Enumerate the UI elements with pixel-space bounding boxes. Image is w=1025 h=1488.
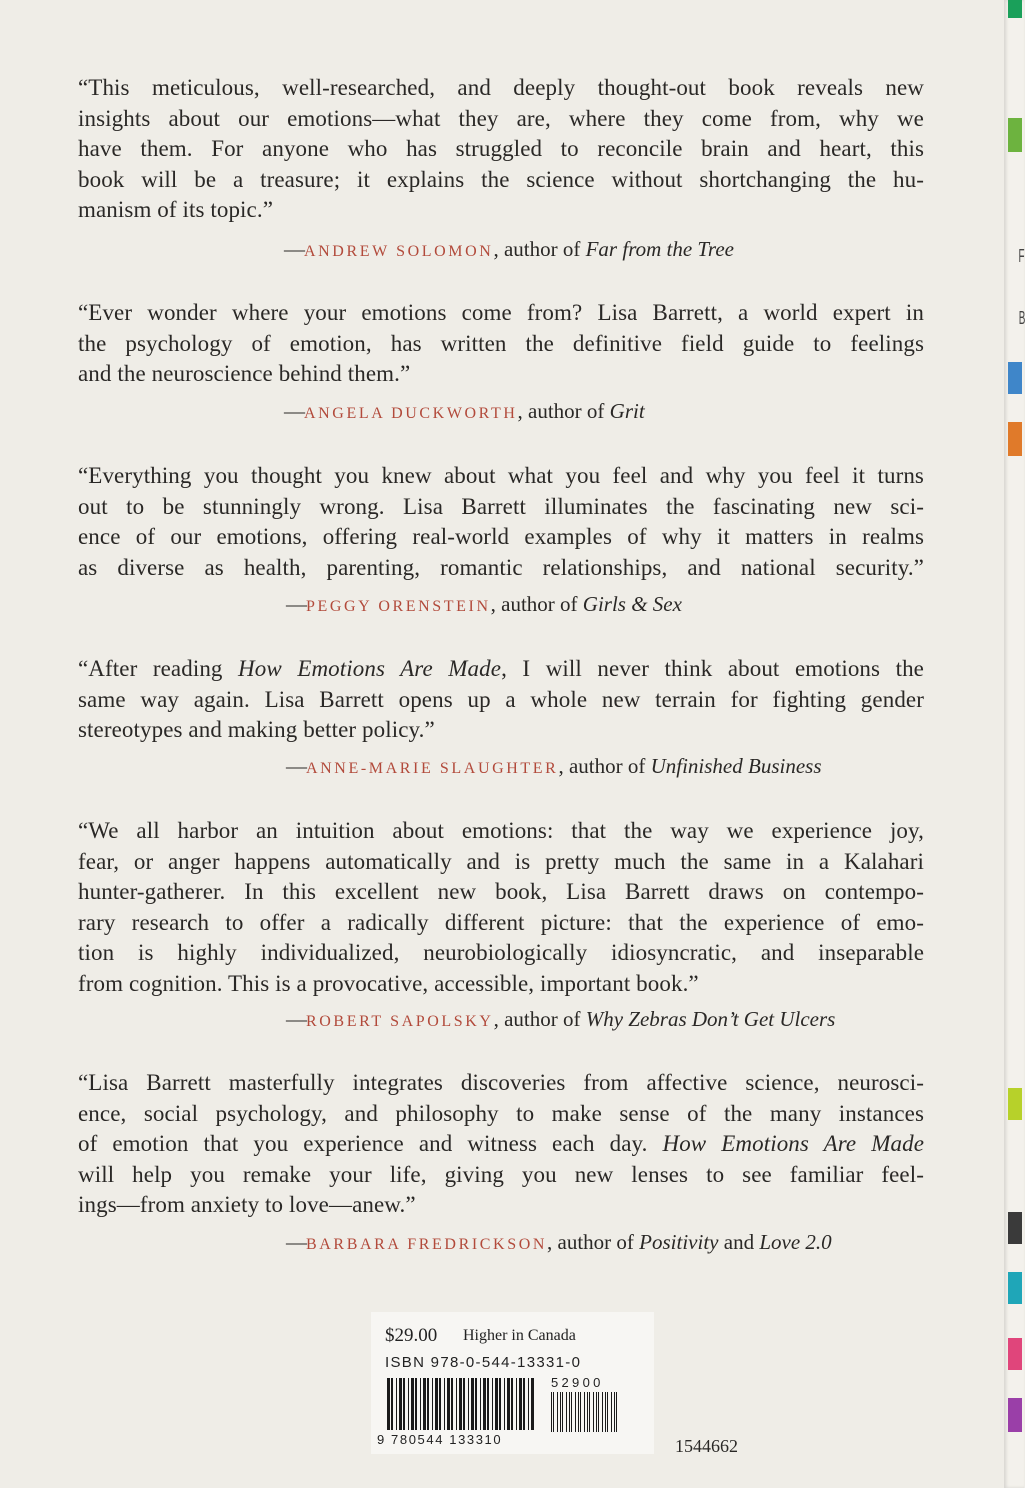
book-title: Positivity — [639, 1230, 719, 1254]
attribution-text: , author of — [493, 237, 586, 261]
em-dash: — — [284, 399, 304, 423]
book-title: Far from the Tree — [585, 237, 734, 261]
barcode-bar — [387, 1378, 390, 1430]
barcode-bar — [444, 1378, 445, 1430]
addon-bar — [575, 1392, 576, 1432]
quote-line: hunter-gatherer. In this excellent new book, Lisa Barrett draws on contempo- — [78, 879, 924, 905]
quote-line: insights about our emotions—what they are, where they come from, why we — [78, 105, 924, 131]
attribution-text: , author of — [490, 592, 583, 616]
spine-color-mark — [1008, 422, 1022, 456]
barcode-digits: 9 780544 133310 — [377, 1432, 503, 1447]
spine-color-mark — [1008, 1272, 1022, 1304]
quote-line: stereotypes and making better policy.” — [78, 717, 435, 743]
price-addon-digits: 52900 — [551, 1375, 604, 1390]
barcode-bar — [492, 1378, 493, 1430]
book-title: Grit — [609, 399, 645, 423]
price-note: Higher in Canada — [463, 1327, 576, 1344]
blurb-quote-3 — [78, 461, 924, 583]
quote-line: same way again. Lisa Barrett opens up a whole new terrain for fighting gender — [78, 686, 924, 712]
addon-bar — [571, 1392, 572, 1432]
blurb-quote-5 — [78, 816, 924, 1000]
barcode-bar — [459, 1378, 462, 1430]
attribution-text: , author of — [517, 399, 610, 423]
barcode-bar — [471, 1378, 474, 1430]
barcode-bar — [399, 1378, 402, 1430]
addon-bar — [580, 1392, 581, 1432]
barcode-bar — [483, 1378, 486, 1430]
quote-line: have them. For anyone who has struggled to reconcile brain and heart, this — [78, 136, 924, 162]
blurb-quote-2 — [78, 298, 924, 390]
barcode-bar — [408, 1378, 409, 1430]
spine-color-mark — [1008, 1212, 1022, 1244]
spine-color-mark — [1008, 1398, 1022, 1432]
author-name: ANNE-MARIE SLAUGHTER — [306, 760, 559, 777]
barcode-bar — [504, 1378, 505, 1430]
barcode-bar — [463, 1378, 465, 1430]
quote-line: book will be a treasure; it explains the science without shortchanging the hu- — [78, 166, 924, 192]
barcode-bar — [420, 1378, 421, 1430]
book-title: How Emotions Are Made — [662, 1131, 925, 1157]
quote-line: ings—from anxiety to love—anew.” — [78, 1192, 416, 1218]
isbn-barcode — [387, 1378, 537, 1432]
barcode-bar — [411, 1378, 414, 1430]
quote-line: the psychology of emotion, has written the definitive field guide to feelings — [78, 330, 924, 356]
quote-line: “We all harbor an intuition about emotions: that the way we experience joy, — [78, 818, 924, 843]
addon-bar — [562, 1392, 563, 1432]
book-spine-edge — [1004, 0, 1024, 1488]
em-dash: — — [286, 592, 306, 616]
quote-line: will help you remake your life, giving you new lenses to see familiar feel- — [78, 1161, 924, 1187]
blurb-attribution-2 — [284, 399, 645, 424]
blurb-quote-6 — [78, 1068, 924, 1221]
barcode-bar — [423, 1378, 426, 1430]
addon-bar — [614, 1392, 615, 1432]
barcode-bar — [396, 1378, 397, 1430]
attribution-text: , author of — [558, 754, 651, 778]
book-title: Unfinished Business — [650, 754, 822, 778]
quote-line: rary research to offer a radically different picture: that the experience of emo- — [78, 909, 924, 935]
price-addon-barcode — [551, 1392, 621, 1432]
spine-color-mark — [1008, 362, 1022, 394]
printer-code: 1544662 — [675, 1436, 738, 1456]
addon-bar — [611, 1392, 612, 1432]
em-dash: — — [286, 754, 306, 778]
barcode-bar — [495, 1378, 498, 1430]
addon-bar — [616, 1392, 617, 1432]
spine-color-mark — [1008, 118, 1022, 152]
author-name: PEGGY ORENSTEIN — [306, 598, 491, 615]
barcode-bar — [403, 1378, 405, 1430]
barcode-bar — [439, 1378, 441, 1430]
quote-line: as diverse as health, parenting, romantic relationships, and national security.” — [78, 554, 924, 580]
addon-bar — [598, 1392, 599, 1432]
quote-line: “This meticulous, well-researched, and deeply thought-out book reveals new — [78, 75, 924, 100]
addon-bar — [578, 1392, 579, 1432]
isbn-price-label — [371, 1312, 654, 1454]
barcode-bar — [415, 1378, 417, 1430]
quote-line: fear, or anger happens automatically and is pretty much the same in a Kalahari — [78, 848, 924, 874]
quote-line: tion is highly individualized, neurobiologically idiosyncratic, and inseparable — [78, 940, 924, 966]
barcode-bar — [432, 1378, 433, 1430]
em-dash: — — [286, 1230, 306, 1254]
barcode-bar — [531, 1378, 534, 1430]
addon-bar — [589, 1392, 590, 1432]
addon-bar — [566, 1392, 567, 1432]
addon-bar — [607, 1392, 608, 1432]
em-dash: — — [286, 1007, 306, 1031]
barcode-bar — [519, 1378, 522, 1430]
addon-bar — [551, 1392, 552, 1432]
barcode-bar — [447, 1378, 450, 1430]
addon-bar — [593, 1392, 594, 1432]
quote-line — [78, 654, 924, 685]
spine-letter: F — [1018, 246, 1025, 266]
barcode-bar — [523, 1378, 525, 1430]
quote-text: “After reading — [78, 656, 239, 681]
addon-bar — [602, 1392, 603, 1432]
barcode-bar — [427, 1378, 429, 1430]
quote-text: of emotion that you experience and witness each day. — [78, 1131, 663, 1157]
quote-line: “Ever wonder where your emotions come from? Lisa Barrett, a world expert in — [78, 300, 924, 325]
barcode-bar — [480, 1378, 481, 1430]
addon-bar — [584, 1392, 585, 1432]
addon-bar — [596, 1392, 597, 1432]
price: $29.00 — [385, 1325, 438, 1346]
em-dash: — — [284, 237, 304, 261]
quote-line: out to be stunningly wrong. Lisa Barrett illuminates the fascinating new sci- — [78, 493, 924, 519]
addon-bar — [587, 1392, 588, 1432]
attribution-text: , author of — [547, 1230, 640, 1254]
quote-line: manism of its topic.” — [78, 197, 274, 223]
blurb-attribution-1 — [284, 237, 734, 262]
barcode-bar — [435, 1378, 438, 1430]
quote-line: ence, social psychology, and philosophy to make sense of the many instances — [78, 1100, 924, 1126]
barcode-bar — [391, 1378, 393, 1430]
barcode-bar — [511, 1378, 513, 1430]
addon-bar — [553, 1392, 554, 1432]
addon-bar — [605, 1392, 606, 1432]
blurb-quote-4 — [78, 654, 924, 746]
addon-bar — [569, 1392, 570, 1432]
quote-line — [78, 1129, 924, 1160]
spine-color-mark — [1008, 1338, 1022, 1370]
attribution-text: and — [718, 1230, 760, 1254]
quote-line: from cognition. This is a provocative, accessible, important book.” — [78, 970, 699, 996]
book-title: Love 2.0 — [759, 1230, 832, 1254]
book-title: Why Zebras Don’t Get Ulcers — [585, 1007, 836, 1031]
blurb-attribution-5 — [286, 1007, 835, 1032]
blurb-attribution-4 — [286, 754, 822, 779]
isbn-number: ISBN 978-0-544-13331-0 — [385, 1354, 582, 1371]
barcode-bar — [507, 1378, 510, 1430]
author-name: BARBARA FREDRICKSON — [306, 1236, 548, 1253]
book-title: Girls & Sex — [582, 592, 682, 616]
barcode-bar — [451, 1378, 453, 1430]
barcode-bar — [475, 1378, 477, 1430]
barcode-bar — [468, 1378, 469, 1430]
author-name: ROBERT SAPOLSKY — [306, 1013, 494, 1030]
spine-letter: B — [1018, 308, 1025, 328]
barcode-bar — [528, 1378, 529, 1430]
barcode-bar — [456, 1378, 457, 1430]
quote-text: , I will never think about emotions the — [501, 656, 924, 681]
spine-color-mark — [1008, 0, 1022, 18]
quote-line: ence of our emotions, offering real-world examples of why it matters in realms — [78, 524, 924, 550]
barcode-bar — [499, 1378, 501, 1430]
book-title: How Emotions Are Made — [238, 656, 502, 681]
spine-color-mark — [1008, 1088, 1022, 1120]
quote-line: “Lisa Barrett masterfully integrates discoveries from affective science, neurosci- — [78, 1070, 924, 1095]
blurb-attribution-6 — [286, 1230, 832, 1255]
addon-bar — [560, 1392, 561, 1432]
barcode-bar — [487, 1378, 489, 1430]
barcode-bar — [516, 1378, 517, 1430]
blurb-attribution-3 — [286, 592, 682, 617]
attribution-text: , author of — [493, 1007, 586, 1031]
addon-bar — [557, 1392, 558, 1432]
author-name: ANGELA DUCKWORTH — [304, 405, 518, 422]
quote-line: “Everything you thought you knew about what you feel and why you feel it turns — [78, 463, 924, 488]
blurb-quote-1 — [78, 73, 924, 226]
author-name: ANDREW SOLOMON — [304, 243, 494, 260]
quote-line: and the neuroscience behind them.” — [78, 361, 411, 387]
